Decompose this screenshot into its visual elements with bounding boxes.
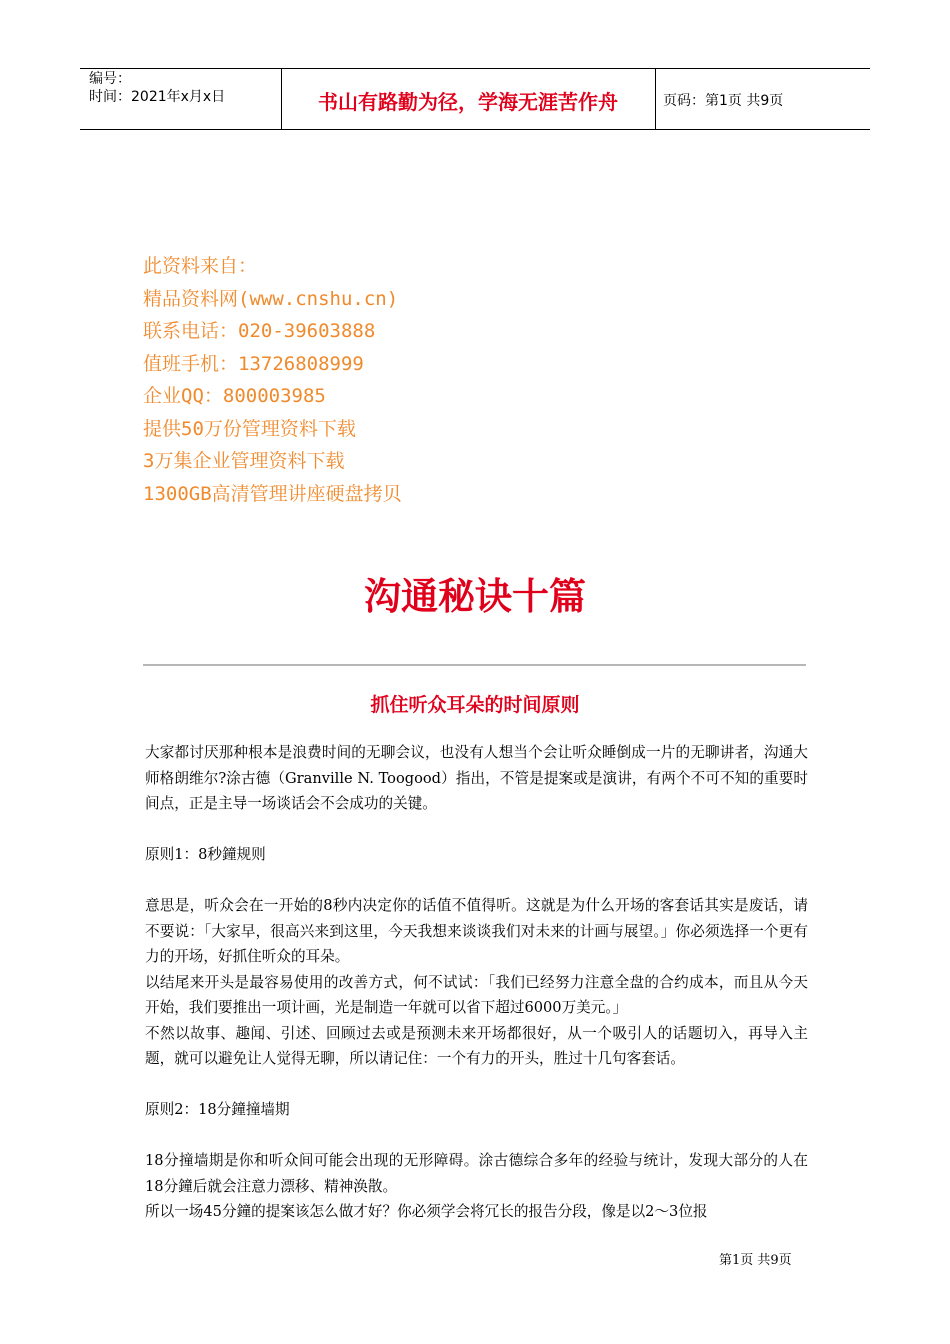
- body-paragraph: 以结尾来开头是最容易使用的改善方式，何不试试：「我们已经努力注意全盘的合约成本，而且从今天开始，我们要推出一项计画，光是制造一年就可以省下超过6000万美元。」: [145, 973, 808, 1016]
- principle-heading: 原则1：8秒鐘规则: [145, 846, 266, 863]
- header-divider: [655, 69, 656, 129]
- body-paragraph: 不然以故事、趣闻、引述、回顾过去或是预测未来开场都很好，从一个吸引人的话题切入，再导入主题，就可以避免让人觉得无聊，所以请记住：一个有力的开头，胜过十几句客套话。: [145, 1024, 808, 1067]
- source-info-line: 值班手机：13726808999: [143, 352, 364, 375]
- document-header: [80, 68, 870, 130]
- header-motto: 书山有路勤为径，学海无涯苦作舟: [318, 90, 618, 114]
- source-info-block: [143, 250, 402, 510]
- source-info-line: 3万集企业管理资料下载: [143, 450, 345, 472]
- source-info-line: 精品资料网(www.cnshu.cn): [143, 287, 399, 310]
- header-number-label: 编号：: [89, 71, 131, 87]
- footer-page-info: 第1页 共9页: [719, 1253, 792, 1268]
- section-title: 抓住听众耳朵的时间原则: [370, 694, 580, 716]
- source-info-line: 联系电话：020-39603888: [143, 320, 376, 342]
- body-paragraph: 所以一场45分鐘的提案该怎么做才好？你必须学会将冗长的报告分段，像是以2～3位报: [145, 1203, 708, 1220]
- principle-heading: 原则2：18分鐘撞墙期: [145, 1101, 290, 1118]
- body-paragraph: 18分撞墙期是你和听众间可能会出现的无形障碍。涂古德综合多年的经验与统计，发现大部分的人在18分鐘后就会注意力漂移、精神涣散。: [145, 1152, 808, 1195]
- source-info-line: 此资料来自：: [143, 255, 258, 277]
- body-paragraph: 大家都讨厌那种根本是浪费时间的无聊会议，也没有人想当个会让听众睡倒成一片的无聊讲者，沟通大师格朗维尔?涂古德（Granville N. Toogood）指出，不管是提案或是演讲，有两个不可不知的重要时间点，正是主导一场谈话会不会成功的关键。: [145, 744, 808, 812]
- document-title: 沟通秘诀十篇: [364, 575, 586, 618]
- source-info-line: 1300GB高清管理讲座硬盘拷贝: [143, 482, 402, 505]
- document-body: [145, 740, 808, 1225]
- header-time-label: 时间：2021年x月x日: [89, 89, 226, 105]
- source-info-line: 提供50万份管理资料下载: [143, 417, 356, 440]
- title-divider: [143, 664, 806, 666]
- body-paragraph: 意思是，听众会在一开始的8秒内决定你的话值不值得听。这就是为什么开场的客套话其实是废话，请不要说：「大家早，很高兴来到这里，今天我想来谈谈我们对未来的计画与展望。」你必须选择一个更有力的开场，好抓住听众的耳朵。: [145, 897, 808, 965]
- source-info-line: 企业QQ：800003985: [143, 385, 326, 407]
- header-meta: [89, 70, 225, 106]
- header-page-info: 页码：第1页 共9页: [663, 93, 784, 109]
